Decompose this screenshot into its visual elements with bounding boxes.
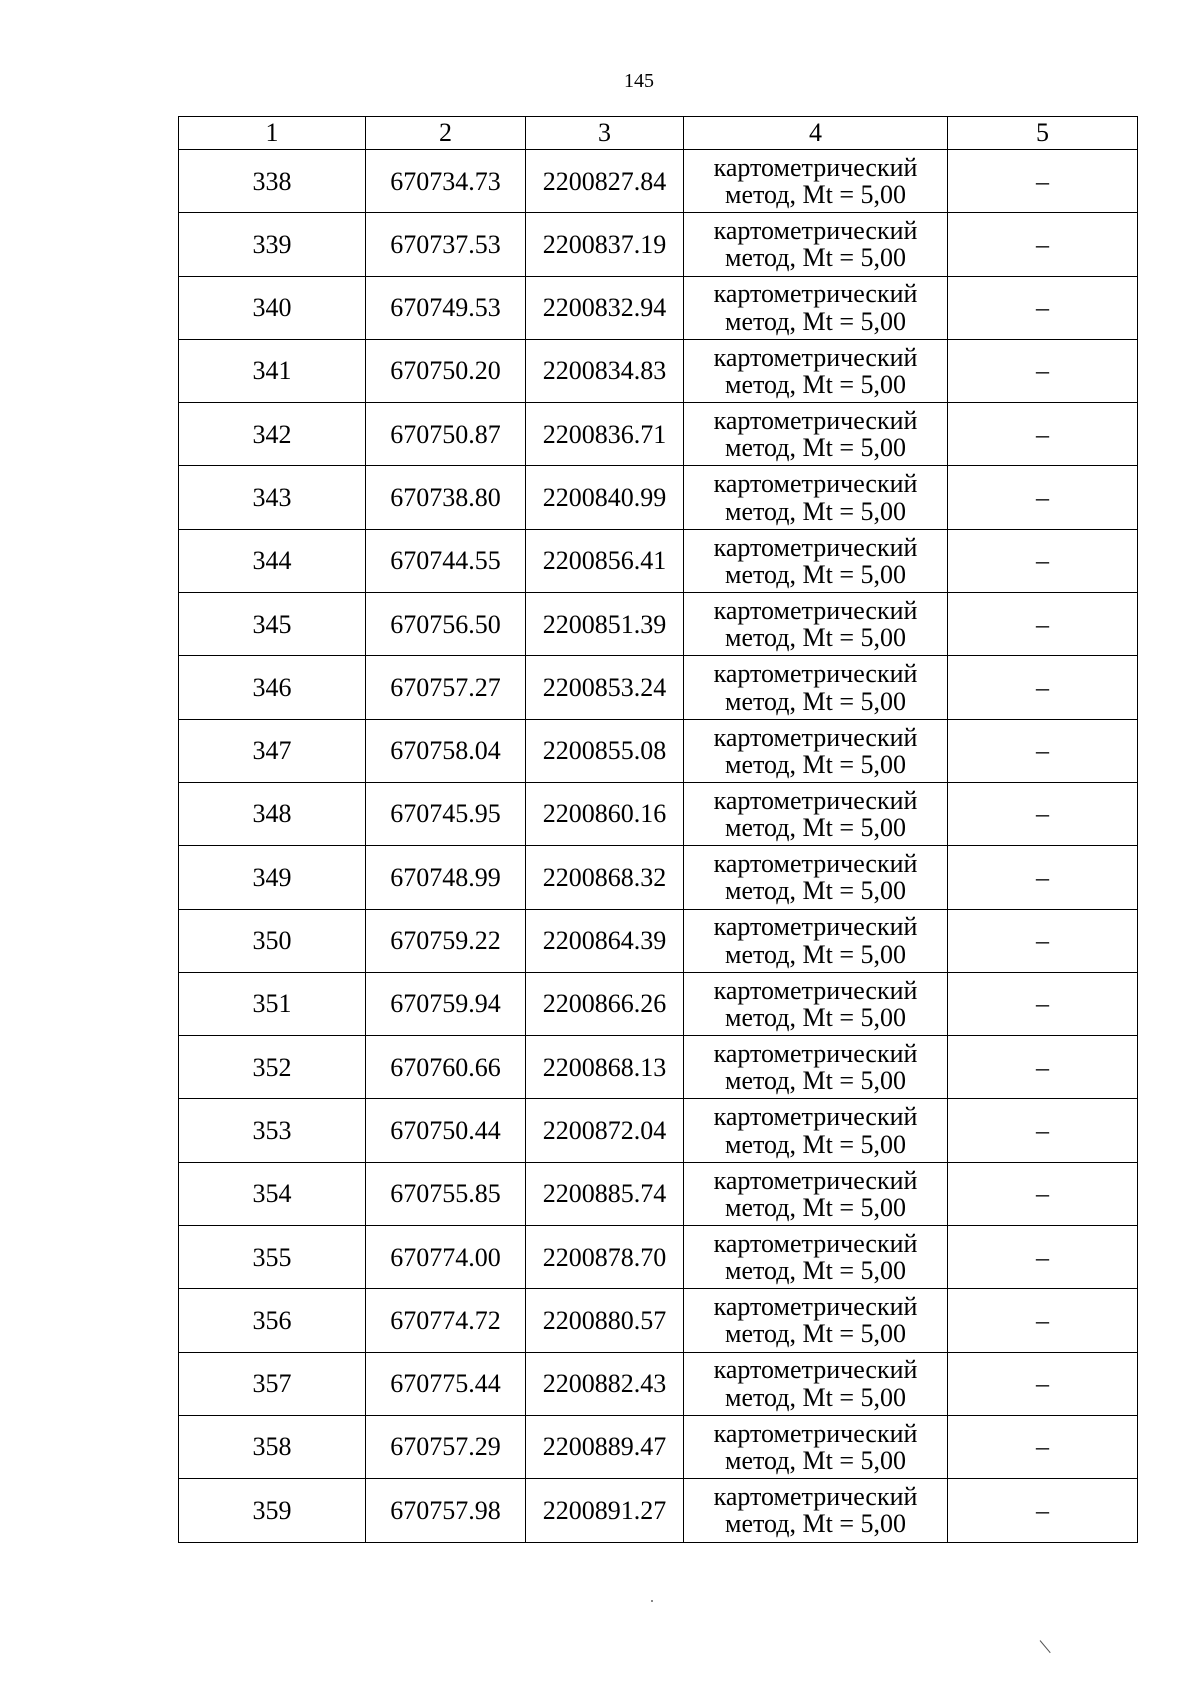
- method-line: картометрический: [713, 1039, 918, 1068]
- method-line: картометрический: [713, 152, 918, 182]
- coordinate-x-cell: 670737.53: [366, 213, 526, 276]
- coordinate-y-cell: 2200827.84: [526, 150, 684, 213]
- coordinate-y-cell: 2200882.43: [526, 1352, 684, 1415]
- table-row: [179, 1479, 1138, 1542]
- table-row: [179, 339, 1138, 402]
- note-cell: –: [948, 1099, 1138, 1162]
- method-line: картометрический: [713, 975, 918, 1005]
- table-row: [179, 1352, 1138, 1415]
- coordinate-x-cell: 670738.80: [366, 466, 526, 529]
- method-line: метод, Mt = 5,00: [725, 1003, 906, 1032]
- table-row: [179, 909, 1138, 972]
- method-line: метод, Mt = 5,00: [725, 623, 906, 653]
- coordinate-y-cell: 2200834.83: [526, 339, 684, 402]
- method-cell: [684, 1099, 948, 1162]
- method-line: метод, Mt = 5,00: [725, 1382, 906, 1412]
- method-cell: [684, 1479, 948, 1542]
- method-line: картометрический: [713, 1418, 918, 1448]
- note-cell: –: [948, 1479, 1138, 1542]
- table-row: [179, 1162, 1138, 1225]
- table-row: [179, 1415, 1138, 1478]
- coordinate-x-cell: 670749.53: [366, 276, 526, 339]
- point-number-cell: 350: [179, 909, 366, 972]
- method-line: метод, Mt = 5,00: [725, 1319, 906, 1349]
- method-line: картометрический: [713, 1102, 918, 1132]
- method-line: метод, Mt = 5,00: [725, 180, 906, 210]
- method-line: метод, Mt = 5,00: [725, 813, 906, 843]
- coordinate-x-cell: 670759.94: [366, 972, 526, 1035]
- point-number-cell: 355: [179, 1226, 366, 1289]
- note-cell: –: [948, 1226, 1138, 1289]
- method-line: метод, Mt = 5,00: [725, 1129, 906, 1159]
- point-number-cell: 338: [179, 150, 366, 213]
- method-line: картометрический: [713, 1292, 918, 1322]
- method-line: картометрический: [713, 785, 918, 815]
- method-line: метод, Mt = 5,00: [725, 686, 906, 716]
- table-row: [179, 846, 1138, 909]
- table-row: [179, 1226, 1138, 1289]
- scan-artifact-mark: [1040, 1640, 1051, 1653]
- method-line: картометрический: [713, 216, 918, 246]
- method-line: картометрический: [713, 1355, 918, 1385]
- table-row: [179, 593, 1138, 656]
- method-cell: [684, 529, 948, 592]
- note-cell: –: [948, 593, 1138, 656]
- coordinate-y-cell: 2200868.32: [526, 846, 684, 909]
- coordinate-x-cell: 670734.73: [366, 150, 526, 213]
- note-cell: –: [948, 1036, 1138, 1099]
- coordinate-x-cell: 670758.04: [366, 719, 526, 782]
- coordinate-x-cell: 670744.55: [366, 529, 526, 592]
- method-cell: [684, 1162, 948, 1225]
- note-cell: –: [948, 1289, 1138, 1352]
- method-line: метод, Mt = 5,00: [725, 559, 906, 589]
- point-number-cell: 352: [179, 1036, 366, 1099]
- point-number-cell: 351: [179, 972, 366, 1035]
- coordinate-y-cell: 2200866.26: [526, 972, 684, 1035]
- method-line: метод, Mt = 5,00: [725, 749, 906, 779]
- table-row: [179, 403, 1138, 466]
- coordinate-x-cell: 670774.72: [366, 1289, 526, 1352]
- coordinate-y-cell: 2200837.19: [526, 213, 684, 276]
- coordinate-x-cell: 670757.27: [366, 656, 526, 719]
- method-line: картометрический: [713, 1165, 918, 1195]
- note-cell: –: [948, 909, 1138, 972]
- coordinate-y-cell: 2200856.41: [526, 529, 684, 592]
- method-line: метод, Mt = 5,00: [725, 496, 906, 526]
- note-cell: –: [948, 972, 1138, 1035]
- method-cell: [684, 846, 948, 909]
- note-cell: –: [948, 529, 1138, 592]
- method-line: метод, Mt = 5,00: [725, 370, 906, 400]
- table-body: [179, 150, 1138, 1543]
- coordinate-x-cell: 670759.22: [366, 909, 526, 972]
- method-line: картометрический: [713, 1482, 918, 1512]
- method-cell: [684, 1289, 948, 1352]
- header-cell-4: 4: [684, 117, 948, 150]
- method-cell: [684, 403, 948, 466]
- coordinate-x-cell: 670745.95: [366, 782, 526, 845]
- point-number-cell: 348: [179, 782, 366, 845]
- note-cell: –: [948, 1415, 1138, 1478]
- coordinate-y-cell: 2200853.24: [526, 656, 684, 719]
- header-cell-5: 5: [948, 117, 1138, 150]
- method-line: картометрический: [713, 722, 918, 752]
- method-cell: [684, 1415, 948, 1478]
- method-line: картометрический: [713, 849, 918, 879]
- method-cell: [684, 593, 948, 656]
- method-line: картометрический: [713, 595, 918, 625]
- point-number-cell: 354: [179, 1162, 366, 1225]
- note-cell: –: [948, 403, 1138, 466]
- coordinate-x-cell: 670775.44: [366, 1352, 526, 1415]
- note-cell: –: [948, 150, 1138, 213]
- coordinate-x-cell: 670757.98: [366, 1479, 526, 1542]
- method-line: метод, Mt = 5,00: [725, 433, 906, 463]
- table-row: [179, 1036, 1138, 1099]
- coordinate-x-cell: 670774.00: [366, 1226, 526, 1289]
- header-cell-1: 1: [179, 117, 366, 150]
- page-number: 145: [624, 70, 654, 92]
- coordinate-y-cell: 2200885.74: [526, 1162, 684, 1225]
- coordinate-x-cell: 670750.44: [366, 1099, 526, 1162]
- method-cell: [684, 1226, 948, 1289]
- note-cell: –: [948, 656, 1138, 719]
- note-cell: –: [948, 719, 1138, 782]
- method-cell: [684, 782, 948, 845]
- method-line: картометрический: [713, 532, 918, 562]
- coordinate-x-cell: 670748.99: [366, 846, 526, 909]
- table-row: [179, 782, 1138, 845]
- table-row: [179, 213, 1138, 276]
- method-cell: [684, 213, 948, 276]
- method-cell: [684, 909, 948, 972]
- note-cell: –: [948, 276, 1138, 339]
- point-number-cell: 344: [179, 529, 366, 592]
- table-row: [179, 656, 1138, 719]
- coordinate-y-cell: 2200868.13: [526, 1036, 684, 1099]
- method-line: картометрический: [713, 469, 918, 499]
- point-number-cell: 342: [179, 403, 366, 466]
- coordinate-x-cell: 670760.66: [366, 1036, 526, 1099]
- table-header-row: [179, 117, 1138, 150]
- coordinate-x-cell: 670755.85: [366, 1162, 526, 1225]
- method-cell: [684, 339, 948, 402]
- method-line: метод, Mt = 5,00: [725, 243, 906, 273]
- method-cell: [684, 1352, 948, 1415]
- method-cell: [684, 656, 948, 719]
- method-cell: [684, 719, 948, 782]
- coordinate-x-cell: 670757.29: [366, 1415, 526, 1478]
- note-cell: –: [948, 213, 1138, 276]
- coordinate-y-cell: 2200880.57: [526, 1289, 684, 1352]
- point-number-cell: 358: [179, 1415, 366, 1478]
- coordinate-x-cell: 670750.20: [366, 339, 526, 402]
- method-line: метод, Mt = 5,00: [725, 876, 906, 906]
- method-line: картометрический: [713, 342, 918, 372]
- point-number-cell: 343: [179, 466, 366, 529]
- method-line: картометрический: [713, 406, 918, 436]
- point-number-cell: 340: [179, 276, 366, 339]
- point-number-cell: 345: [179, 593, 366, 656]
- note-cell: –: [948, 339, 1138, 402]
- coordinate-y-cell: 2200855.08: [526, 719, 684, 782]
- method-line: метод, Mt = 5,00: [725, 939, 906, 969]
- coordinate-y-cell: 2200878.70: [526, 1226, 684, 1289]
- coordinate-y-cell: 2200836.71: [526, 403, 684, 466]
- method-cell: [684, 1036, 948, 1099]
- table-row: [179, 150, 1138, 213]
- method-line: метод, Mt = 5,00: [725, 1446, 906, 1476]
- method-line: метод, Mt = 5,00: [725, 306, 906, 336]
- table-row: [179, 1099, 1138, 1162]
- method-cell: [684, 972, 948, 1035]
- coordinate-y-cell: 2200840.99: [526, 466, 684, 529]
- table-row: [179, 529, 1138, 592]
- coordinate-y-cell: 2200864.39: [526, 909, 684, 972]
- coordinates-table: [178, 116, 1138, 1543]
- table-row: [179, 719, 1138, 782]
- method-line: метод, Mt = 5,00: [725, 1256, 906, 1286]
- coordinate-x-cell: 670750.87: [366, 403, 526, 466]
- method-line: картометрический: [713, 659, 918, 689]
- method-line: картометрический: [713, 912, 918, 942]
- method-line: метод, Mt = 5,00: [725, 1066, 906, 1096]
- note-cell: –: [948, 782, 1138, 845]
- scan-artifact-dot: [651, 1600, 653, 1602]
- method-line: картометрический: [713, 279, 918, 309]
- point-number-cell: 346: [179, 656, 366, 719]
- note-cell: –: [948, 1162, 1138, 1225]
- coordinate-y-cell: 2200872.04: [526, 1099, 684, 1162]
- point-number-cell: 339: [179, 213, 366, 276]
- coordinate-y-cell: 2200851.39: [526, 593, 684, 656]
- coordinate-y-cell: 2200832.94: [526, 276, 684, 339]
- point-number-cell: 341: [179, 339, 366, 402]
- point-number-cell: 347: [179, 719, 366, 782]
- coordinate-y-cell: 2200891.27: [526, 1479, 684, 1542]
- point-number-cell: 349: [179, 846, 366, 909]
- method-line: метод, Mt = 5,00: [725, 1192, 906, 1222]
- table-row: [179, 1289, 1138, 1352]
- table-row: [179, 466, 1138, 529]
- method-line: картометрический: [713, 1228, 918, 1258]
- header-cell-2: 2: [366, 117, 526, 150]
- coordinate-y-cell: 2200889.47: [526, 1415, 684, 1478]
- coordinate-y-cell: 2200860.16: [526, 782, 684, 845]
- coordinate-x-cell: 670756.50: [366, 593, 526, 656]
- table-row: [179, 276, 1138, 339]
- method-cell: [684, 466, 948, 529]
- point-number-cell: 357: [179, 1352, 366, 1415]
- method-line: метод, Mt = 5,00: [725, 1509, 906, 1539]
- point-number-cell: 359: [179, 1479, 366, 1542]
- method-cell: [684, 150, 948, 213]
- table-row: [179, 972, 1138, 1035]
- point-number-cell: 353: [179, 1099, 366, 1162]
- header-cell-3: 3: [526, 117, 684, 150]
- method-cell: [684, 276, 948, 339]
- note-cell: –: [948, 466, 1138, 529]
- note-cell: –: [948, 846, 1138, 909]
- point-number-cell: 356: [179, 1289, 366, 1352]
- note-cell: –: [948, 1352, 1138, 1415]
